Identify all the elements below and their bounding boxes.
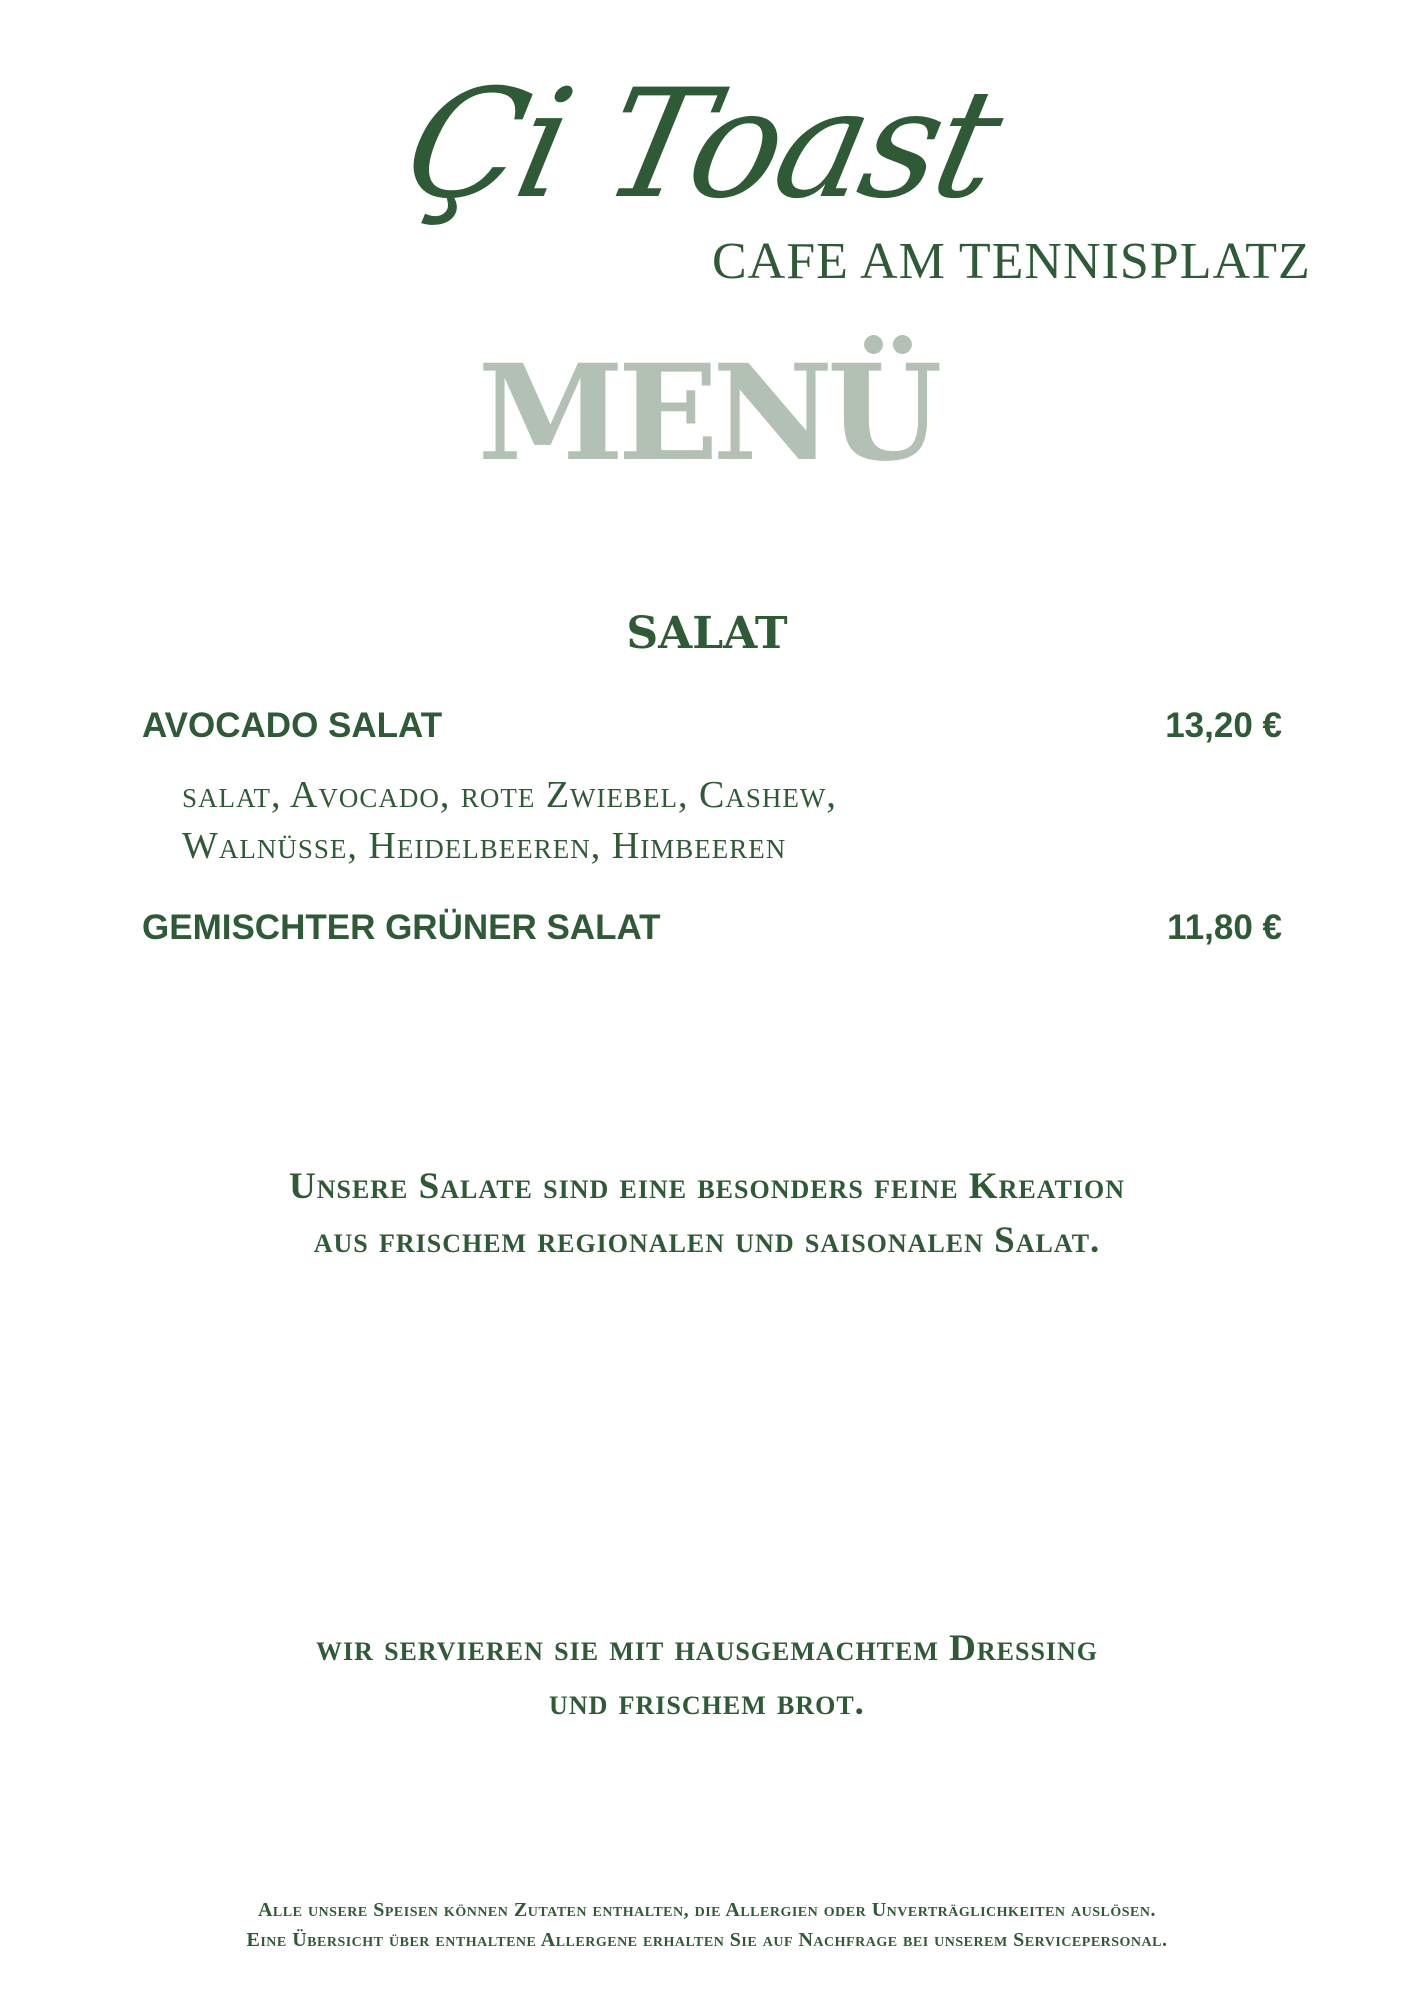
item-description-line: salat, Avocado, rote Zwiebel, Cashew,	[182, 774, 837, 816]
logo-script-wordmark: Çi Toast	[391, 58, 1013, 232]
note-salad-origin	[0, 1160, 1414, 1268]
item-price: 11,80 €	[1167, 908, 1282, 947]
note-line: wir servieren sie mit hausgemachtem Dressing	[315, 1628, 1099, 1669]
item-description	[182, 770, 837, 872]
note-line: aus frischem regionalen und saisonalen Salat.	[313, 1220, 1101, 1261]
note-serving	[0, 1622, 1414, 1730]
logo-subtitle: CAFE AM TENNISPLATZ	[712, 233, 1311, 290]
note-line: Unsere Salate sind eine besonders feine Kreation	[288, 1166, 1125, 1207]
item-price: 13,20 €	[1165, 706, 1282, 745]
note-line: und frischem brot.	[549, 1682, 865, 1723]
allergen-footer	[0, 1895, 1414, 1955]
item-name: GEMISCHTER GRÜNER SALAT	[142, 908, 661, 947]
page-title: MENÜ	[477, 336, 937, 491]
footer-line: Eine Übersicht über enthaltene Allergene erhalten Sie auf Nachfrage bei unserem Servicepersonal.	[246, 1929, 1168, 1951]
footer-line: Alle unsere Speisen können Zutaten enthalten, die Allergien oder Unverträglichkeiten auslösen.	[257, 1899, 1156, 1921]
item-description-line: Walnüsse, Heidelbeeren, Himbeeren	[182, 825, 787, 867]
item-name: AVOCADO SALAT	[142, 706, 443, 745]
section-title: SALAT	[626, 608, 788, 659]
